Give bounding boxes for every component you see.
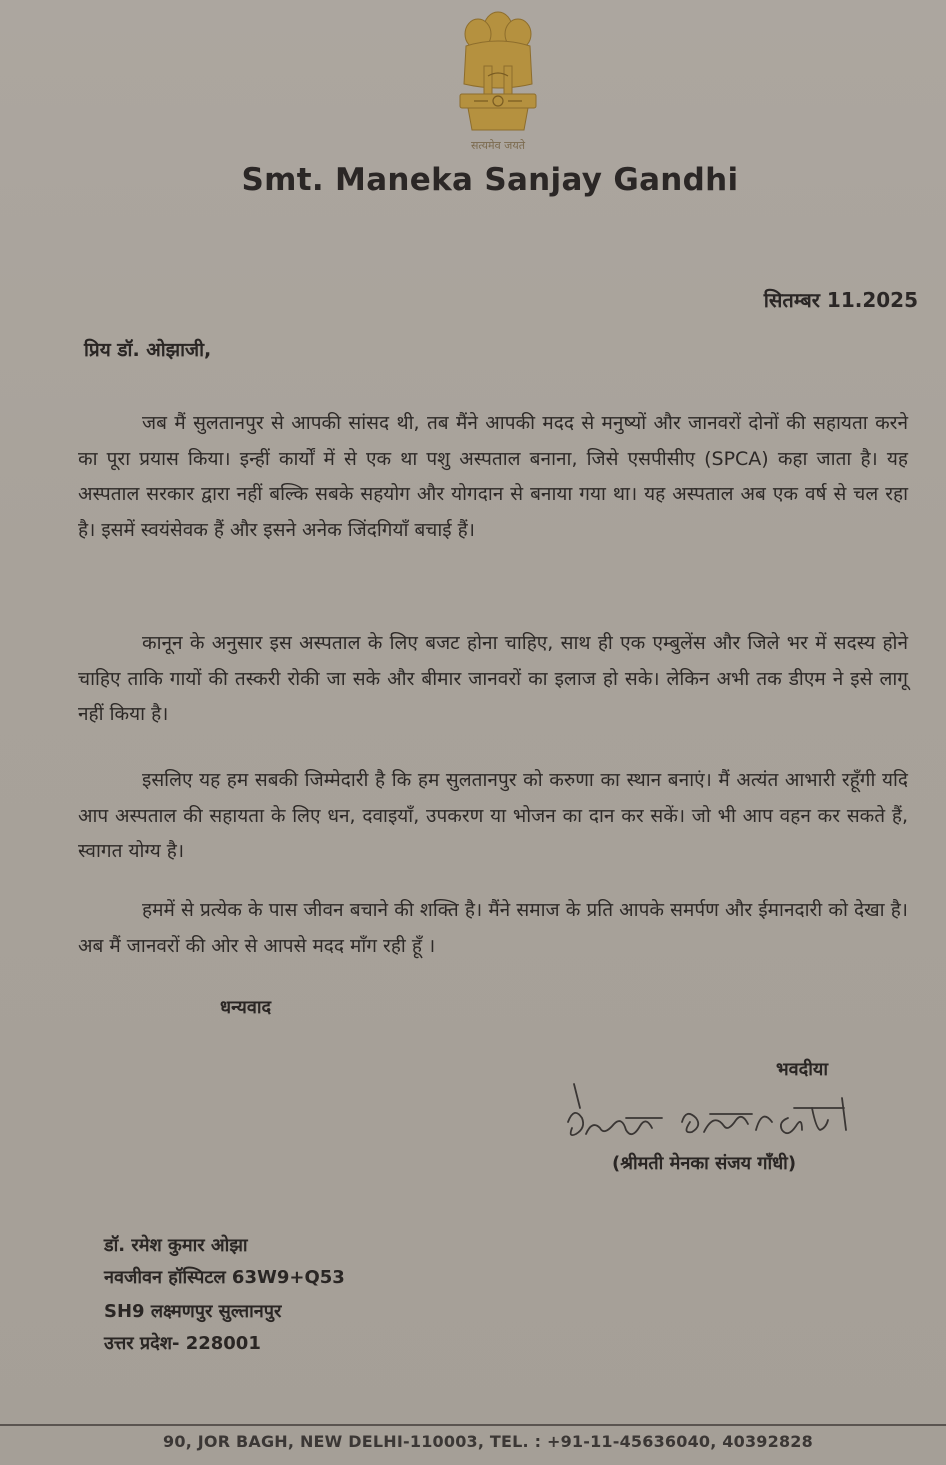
recipient-line-4: उत्तर प्रदेश- 228001 — [104, 1333, 261, 1354]
body-paragraph-1: जब मैं सुलतानपुर से आपकी सांसद थी, तब मैंने आपकी मदद से मनुष्यों और जानवरों दोनों की सहायता करने का पूरा प्रयास किया। इन्हीं कार्यों में से एक था पशु अस्पताल बनाना, जिसे एसपीसीए (SPCA) कहा जाता है। यह अस्पताल सरकार द्वारा नहीं बल्कि सबके सहयोग और योगदान से बनाया गया था। यह अस्पताल अब एक वर्ष से चल रहा है। इसमें स्वयंसेवक हैं और इसने अनेक जिंदगियाँ बचाई हैं। — [78, 412, 908, 541]
closing-text: भवदीया — [776, 1059, 828, 1080]
handwritten-signature — [560, 1078, 860, 1158]
body-paragraph-4: हममें से प्रत्येक के पास जीवन बचाने की शक्ति है। मैंने समाज के प्रति आपके समर्पण और ईमानदारी को देखा है। अब मैं जानवरों की ओर से आपसे मदद माँग रही हूँ । — [78, 899, 908, 957]
ashoka-emblem-icon — [448, 6, 548, 138]
footer-divider — [0, 1424, 946, 1426]
emblem-motto: सत्यमेव जयते — [470, 139, 525, 152]
recipient-line-1: डॉ. रमेश कुमार ओझा — [104, 1235, 248, 1256]
signatory-name: (श्रीमती मेनका संजय गाँधी) — [612, 1153, 797, 1174]
recipient-line-2: नवजीवन हॉस्पिटल 63W9+Q53 — [104, 1267, 345, 1288]
letter-date: सितम्बर 11.2025 — [763, 288, 918, 312]
body-paragraph-2: कानून के अनुसार इस अस्पताल के लिए बजट होना चाहिए, साथ ही एक एम्बुलेंस और जिले भर में सदस्य होने चाहिए ताकि गायों की तस्करी रोकी जा सके और बीमार जानवरों का इलाज हो सके। लेकिन अभी तक डीएम ने इसे लागू नहीं किया है। — [78, 632, 908, 725]
footer-address: 90, JOR BAGH, NEW DELHI-110003, TEL. : +91-11-45636040, 40392828 — [163, 1432, 813, 1451]
letterhead-name: Smt. Maneka Sanjay Gandhi — [241, 162, 739, 198]
thanks-text: धन्यवाद — [220, 997, 272, 1018]
body-paragraph-3: इसलिए यह हम सबकी जिम्मेदारी है कि हम सुलतानपुर को करुणा का स्थान बनाएं। मैं अत्यंत आभारी रहूँगी यदि आप अस्पताल की सहायता के लिए धन, दवाइयाँ, उपकरण या भोजन का दान कर सकें। जो भी आप वहन कर सकते हैं, स्वागत योग्य है। — [78, 769, 908, 862]
salutation: प्रिय डॉ. ओझाजी, — [84, 339, 212, 361]
recipient-line-3: SH9 लक्ष्मणपुर सुल्तानपुर — [104, 1301, 282, 1322]
